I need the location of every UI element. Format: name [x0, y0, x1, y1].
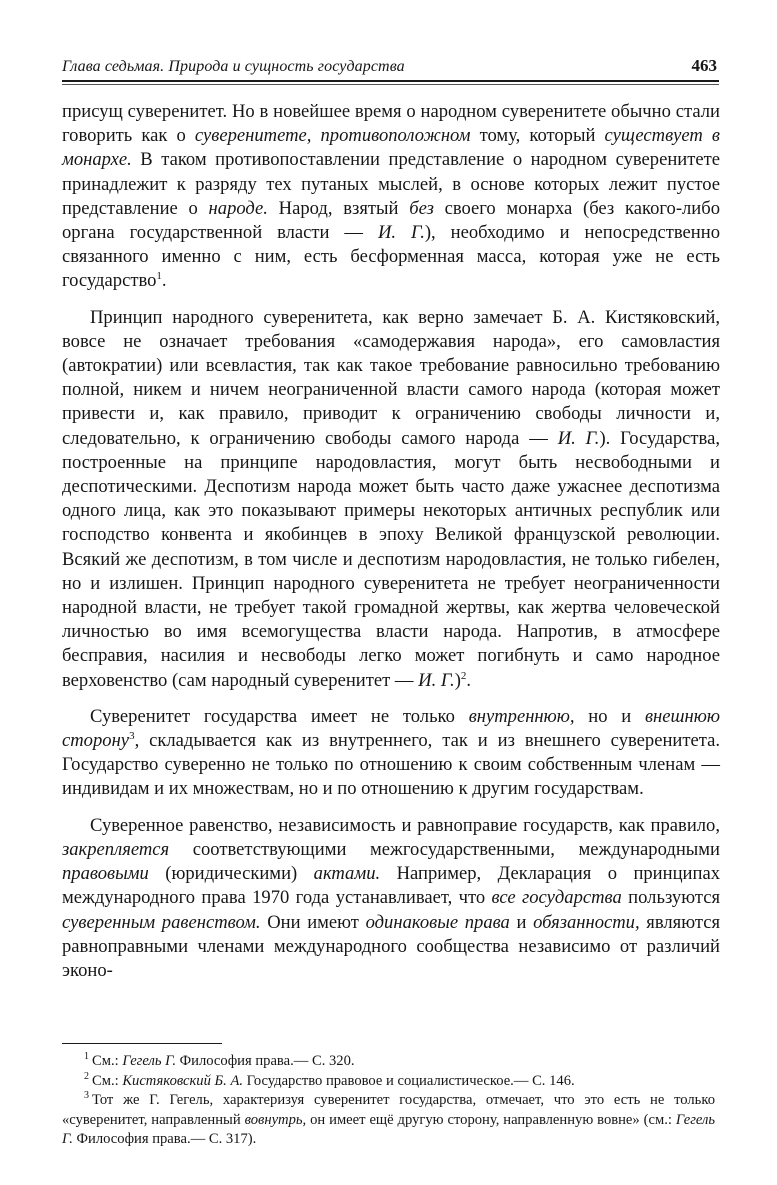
header-rule-secondary: [62, 84, 719, 85]
text-run: ), необходимо и непосредственно связанного именно с ним, есть бесформенная масса, которая уже не есть государство: [62, 222, 720, 292]
emphasis: без: [409, 197, 434, 219]
text-run: Философия права.— С. 317).: [72, 1131, 257, 1147]
text-run: соответствующими межгосударственными, международными: [169, 838, 720, 860]
footnote-text: [62, 1092, 715, 1147]
emphasis: обязанности,: [533, 911, 640, 933]
emphasis: И. Г.: [377, 222, 425, 244]
footnote-1: [62, 1052, 715, 1072]
text-run: но и: [574, 705, 645, 727]
text-run: См.:: [92, 1053, 123, 1069]
paragraph-3: [62, 705, 720, 802]
emphasis: закрепляется: [62, 838, 170, 860]
text-run: он имеет ещё другую сторону, направленную вовне» (см.:: [306, 1111, 676, 1128]
footnote-ref: 1: [156, 270, 162, 283]
footnote-mark: 1: [84, 1051, 89, 1063]
footnote-mark: 2: [84, 1070, 89, 1082]
main-text: [62, 100, 720, 983]
text-run: В таком противопоставлении представление о народном суверенитете принадлежит к разряду тех путаных мыслей, в основе которых лежит пустое представление о: [62, 149, 720, 219]
emphasis: суверенным равенством.: [62, 911, 261, 933]
paragraph-1: [62, 100, 720, 294]
text-run: Принцип народного суверенитета, как верно замечает Б. А. Кистяковский, вовсе не означает требования «самодержавия народа», его самовластия (автократии) или всевластия, так как такое требование равносильно требованию полной, никем и ничем неограниченной власти самого народа (которая может привести и, как правило, приводит к ограничению свободы личности и, следовательно, к ограничению свободы самого народа —: [62, 306, 720, 449]
text-run: Народ, взятый: [267, 197, 410, 219]
emphasis: И. Г.: [557, 427, 600, 449]
text-run: Суверенное равенство, независимость и равноправие государств, как правило,: [90, 814, 720, 836]
footnote-ref: 2: [460, 669, 467, 682]
text-run: .: [161, 270, 167, 292]
text-run: Например, Декларация о принципах международного права 1970 года устанавливает, что: [62, 863, 720, 909]
emphasis: И. Г.: [418, 669, 455, 691]
text-run: присущ суверенитет. Но в новейшее время о народном суверенитете обычно стали говорить как о: [62, 101, 720, 147]
emphasis: народе.: [208, 197, 268, 219]
emphasis: суверенитете, противоположном: [194, 125, 471, 147]
text-run: являются равноправными членами международного сообщества независимо от различий эконо-: [62, 911, 721, 981]
paragraph-2: [62, 306, 720, 693]
emphasis: Гегель Г.: [122, 1053, 176, 1069]
emphasis: все государства: [491, 887, 622, 909]
text-run: .: [466, 669, 472, 691]
text-run: и: [509, 911, 534, 933]
header-rule: [62, 80, 719, 82]
running-head: Глава седьмая. Природа и сущность государства: [62, 58, 405, 75]
footnote-mark: 3: [84, 1090, 89, 1102]
text-run: Суверенитет государства имеет не только: [90, 705, 469, 727]
emphasis: актами.: [313, 863, 381, 885]
footnote-text: [92, 1053, 355, 1069]
emphasis: Кистяковский Б. А.: [122, 1072, 244, 1089]
footnotes: [62, 1052, 715, 1150]
footnote-2: [62, 1072, 715, 1092]
text-run: тому, который: [470, 125, 605, 147]
text-run: (юридическими): [148, 863, 314, 885]
text-run: Философия права.— С. 320.: [176, 1053, 355, 1069]
footnote-3: [62, 1091, 715, 1150]
text-run: См.:: [92, 1072, 123, 1089]
text-run: своего монарха (без какого-либо органа государственной власти —: [62, 197, 720, 244]
text-run: Тот же Г. Гегель, характеризуя суверенитет государства, отмечает, что это есть не только «суверенитет, направленный: [62, 1092, 715, 1128]
emphasis: внутреннюю,: [468, 705, 575, 727]
emphasis: существует в монархе.: [62, 125, 721, 171]
emphasis: вовнутрь,: [244, 1111, 307, 1128]
emphasis: одинаковые права: [365, 911, 510, 933]
page-header: [62, 46, 717, 76]
footnote-separator: [62, 1043, 222, 1044]
text-run: Государство правовое и социалистическое.— С. 146.: [243, 1072, 575, 1089]
text-run: Они имеют: [260, 911, 366, 933]
text-run: ): [454, 669, 461, 691]
page-number: 463: [691, 56, 717, 75]
emphasis: внешнюю сторону: [62, 705, 720, 752]
emphasis: правовыми: [62, 863, 149, 885]
emphasis: Гегель Г.: [62, 1111, 715, 1147]
paragraph-4: [62, 814, 720, 983]
text-run: ). Государства, построенные на принципе народовластия, могут быть несвободными и деспотическими. Деспотизм народа может быть часто даже ужаснее деспотизма одного лица, как это показывают примеры некоторых античных республик или господство конвента и якобинцев в эпоху Великой французской революции. Всякий же деспотизм, в том числе и деспотизм народовластия, не только гибелен, но и излишен. Принцип народного суверенитета не требует неограниченности народной власти, не требует такой громадной жертвы, как жертва человеческой личностью во имя всемогущества власти народа. Напротив, в атмосфере бесправия, насилия и несвободы легко может погибнуть и само народное верховенство (сам народный суверенитет —: [62, 427, 720, 691]
text-run: , складывается как из внутреннего, так и из внешнего суверенитета. Государство суверенно не только по отношению к своим собственным членам — индивидам и их множествам, но и по отношению к другим государствам.: [62, 730, 720, 800]
footnote-text: [92, 1073, 575, 1089]
text-run: пользуются: [621, 887, 720, 909]
footnote-ref: 3: [129, 729, 135, 742]
